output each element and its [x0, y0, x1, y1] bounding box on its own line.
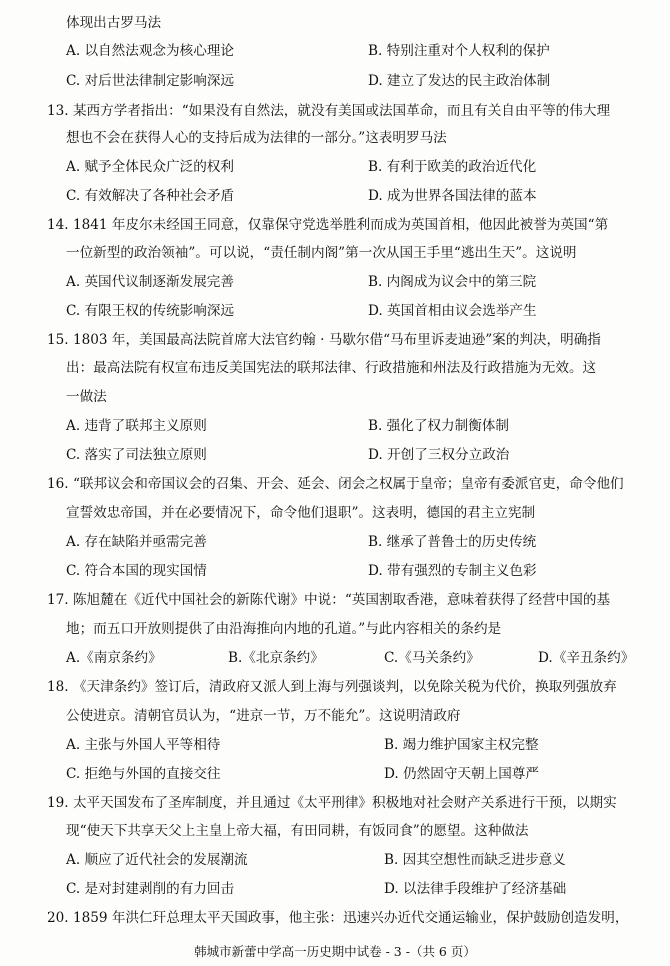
- option-b: B. 继承了普鲁士的历史传统: [368, 534, 537, 550]
- option-d: D.《辛丑条约》: [538, 650, 635, 666]
- option-c: C. 落实了司法独立原则: [66, 447, 207, 463]
- option-a: A. 顺应了近代社会的发展潮流: [66, 852, 248, 868]
- option-d: D. 带有强烈的专制主义色彩: [368, 563, 537, 579]
- option-b: B. 强化了权力制衡体制: [368, 418, 509, 434]
- option-d: D. 成为世界各国法律的蓝本: [368, 188, 537, 204]
- option-c: C. 对后世法律制定影响深远: [66, 73, 235, 89]
- option-b: B. 有利于欧美的政治近代化: [368, 159, 537, 175]
- option-c: C. 有效解决了各种社会矛盾: [66, 188, 235, 204]
- question-stem-line: 16. “联邦议会和帝国议会的召集、开会、延会、闭会之权属于皇帝；皇帝有委派官吏，命令他们: [47, 476, 624, 492]
- option-d: D. 英国首相由议会选举产生: [368, 303, 537, 319]
- option-c: C. 符合本国的现实国情: [66, 563, 207, 579]
- question-stem-line: 17. 陈旭麓在《近代中国社会的新陈代谢》中说：“英国割取香港，意味着获得了经营中国的基: [47, 592, 611, 608]
- option-b: B. 竭力维护国家主权完整: [384, 737, 539, 753]
- option-c: C. 是对封建剥削的有力回击: [66, 881, 235, 897]
- question-stem-line: 14. 1841 年皮尔未经国王同意，仅靠保守党选举胜利而成为英国首相，他因此被誉为英国“第: [47, 217, 609, 233]
- option-b: B. 因其空想性而缺乏进步意义: [384, 852, 566, 868]
- question-stem-line: 13. 某西方学者指出：“如果没有自然法，就没有美国或法国革命，而且有关自由平等的伟大理: [47, 103, 611, 119]
- option-a: A. 赋予全体民众广泛的权利: [66, 159, 234, 175]
- question-stem-line: 想也不会在获得人心的支持后成为法律的一部分。”这表明罗马法: [66, 130, 447, 146]
- page-footer: 韩城市新蕾中学高一历史期中试卷 - 3 -（共 6 页）: [194, 944, 476, 959]
- option-a: A. 存在缺陷并亟需完善: [66, 534, 207, 550]
- question-stem-line: 公使进京。清朝官员认为，“进京一节，万不能允”。这说明清政府: [66, 708, 461, 724]
- question-stem-line: 出：最高法院有权宣布违反美国宪法的联邦法律、行政措施和州法及行政措施为无效。这: [66, 360, 597, 376]
- option-a: A.《南京条约》: [66, 650, 162, 666]
- question-stem-line: 19. 太平天国发布了圣库制度，并且通过《太平刑律》积极地对社会财产关系进行干预，以期实: [47, 795, 617, 811]
- question-stem-line: 地；而五口开放则提供了由沿海推向内地的孔道。”与此内容相关的条约是: [66, 621, 502, 637]
- option-d: D. 开创了三权分立政治: [368, 447, 510, 463]
- option-d: D. 仍然固守天朝上国尊严: [384, 766, 539, 782]
- option-a: A. 违背了联邦主义原则: [66, 418, 207, 434]
- question-stem-line: 一位新型的政治领袖”。可以说，“责任制内阁”第一次从国王手里“逃出生天”。这说明: [66, 245, 577, 261]
- option-c: C. 拒绝与外国的直接交往: [66, 766, 221, 782]
- question-stem-line: 20. 1859 年洪仁玕总理太平天国政事，他主张：迅速兴办近代交通运输业，保护鼓励创造发明，: [47, 910, 629, 926]
- question-stem-line: 15. 1803 年，美国最高法院首席大法官约翰 · 马歇尔借“马布里诉麦迪逊”案的判决，明确指: [47, 332, 601, 348]
- option-c: C. 有限王权的传统影响深远: [66, 303, 235, 319]
- question-stem-line: 一做法: [66, 389, 107, 405]
- option-a: A. 以自然法观念为核心理论: [66, 43, 234, 59]
- option-d: D. 建立了发达的民主政治体制: [368, 73, 551, 89]
- option-b: B. 特别注重对个人权利的保护: [368, 43, 550, 59]
- option-b: B. 内阁成为议会中的第三院: [368, 274, 537, 290]
- question-stem-line: 18. 《天津条约》签订后，清政府又派人到上海与列强谈判，以免除关税为代价，换取列强放弃: [47, 679, 617, 695]
- question-continuation: 体现出古罗马法: [66, 15, 162, 31]
- option-d: D. 以法律手段维护了经济基础: [384, 881, 567, 897]
- option-c: C.《马关条约》: [384, 650, 480, 666]
- option-b: B.《北京条约》: [228, 650, 324, 666]
- question-stem-line: 宣誓效忠帝国，并在必要情况下，命令他们退职”。这表明，德国的君主立宪制: [66, 505, 536, 521]
- option-a: A. 主张与外国人平等相待: [66, 737, 221, 753]
- option-a: A. 英国代议制逐渐发展完善: [66, 274, 234, 290]
- question-stem-line: 现“使天下共享天父上主皇上帝大福，有田同耕，有饭同食”的愿望。这种做法: [66, 823, 529, 839]
